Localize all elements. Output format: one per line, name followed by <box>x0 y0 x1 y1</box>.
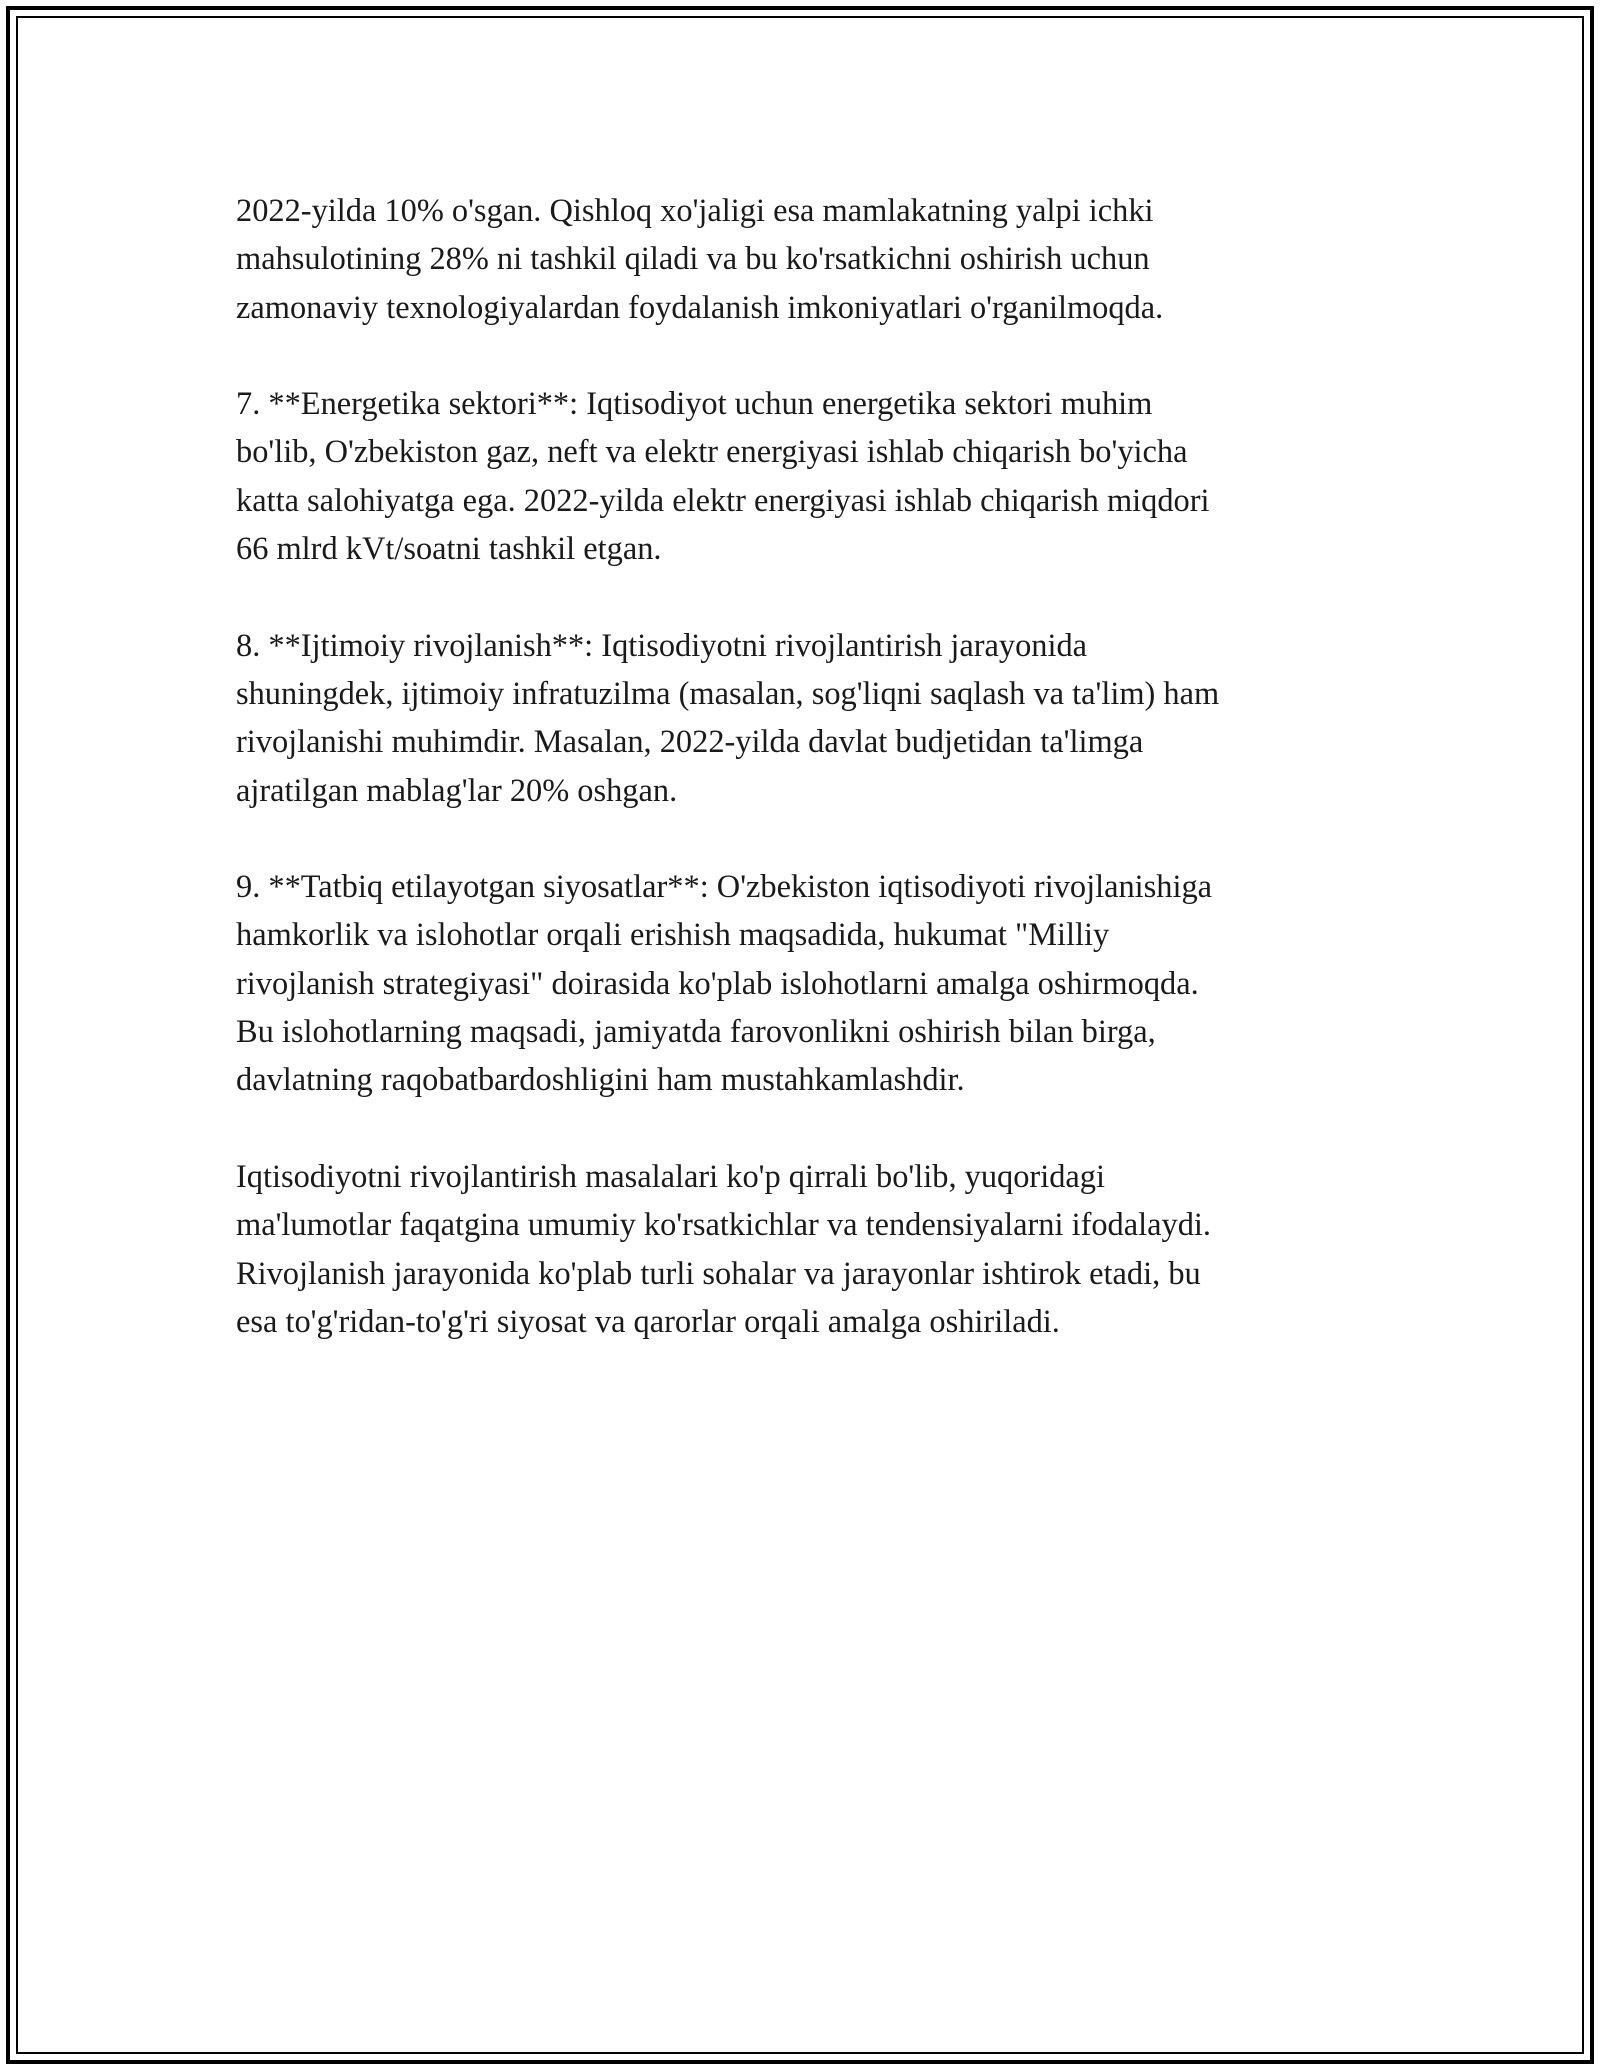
text-line: davlatning raqobatbardoshligini ham mustahkamlashdir. <box>236 1062 965 1099</box>
text-line: bo'lib, O'zbekiston gaz, neft va elektr energiyasi ishlab chiqarish bo'yicha <box>236 434 1188 471</box>
paragraph-agriculture <box>236 187 1396 332</box>
text-line: Rivojlanish jarayonida ko'plab turli sohalar va jarayonlar ishtirok etadi, bu <box>236 1255 1201 1292</box>
paragraph-energy-sector <box>236 380 1396 573</box>
text-line: 2022-yilda 10% o'sgan. Qishloq xo'jaligi esa mamlakatning yalpi ichki <box>236 193 1154 229</box>
text-line: ajratilgan mablag'lar 20% oshgan. <box>236 772 678 809</box>
text-line: rivojlanishi muhimdir. Masalan, 2022-yilda davlat budjetidan ta'limga <box>236 724 1144 761</box>
paragraph-conclusion <box>236 1153 1396 1346</box>
text-line: 66 mlrd kVt/soatni tashkil etgan. <box>236 531 662 568</box>
text-line: mahsulotining 28% ni tashkil qiladi va bu ko'rsatkichni oshirish uchun <box>236 241 1150 278</box>
text-line: katta salohiyatga ega. 2022-yilda elektr energiyasi ishlab chiqarish miqdori <box>236 482 1210 519</box>
text-line: zamonaviy texnologiyalardan foydalanish imkoniyatlari o'rganilmoqda. <box>236 289 1164 326</box>
text-line: 7. **Energetika sektori**: Iqtisodiyot uchun energetika sektori muhim <box>236 386 1153 423</box>
text-line: 9. **Tatbiq etilayotgan siyosatlar**: O'zbekiston iqtisodiyoti rivojlanishiga <box>236 869 1213 906</box>
paragraph-policies <box>236 863 1396 1104</box>
text-line: Iqtisodiyotni rivojlantirish masalalari ko'p qirrali bo'lib, yuqoridagi <box>236 1158 1105 1195</box>
text-line: 8. **Ijtimoiy rivojlanish**: Iqtisodiyotni rivojlantirish jarayonida <box>236 627 1088 664</box>
document-body <box>236 187 1396 1394</box>
text-line: esa to'g'ridan-to'g'ri siyosat va qarorlar orqali amalga oshiriladi. <box>236 1303 1060 1340</box>
paragraph-social-development <box>236 622 1396 815</box>
text-line: Bu islohotlarning maqsadi, jamiyatda farovonlikni oshirish bilan birga, <box>236 1014 1156 1051</box>
text-line: hamkorlik va islohotlar orqali erishish maqsadida, hukumat "Milliy <box>236 917 1110 954</box>
text-line: ma'lumotlar faqatgina umumiy ko'rsatkichlar va tendensiyalarni ifodalaydi. <box>236 1207 1211 1244</box>
text-line: shuningdek, ijtimoiy infratuzilma (masalan, sog'liqni saqlash va ta'lim) ham <box>236 675 1220 712</box>
text-line: rivojlanish strategiyasi" doirasida ko'plab islohotlarni amalga oshirmoqda. <box>236 965 1199 1002</box>
